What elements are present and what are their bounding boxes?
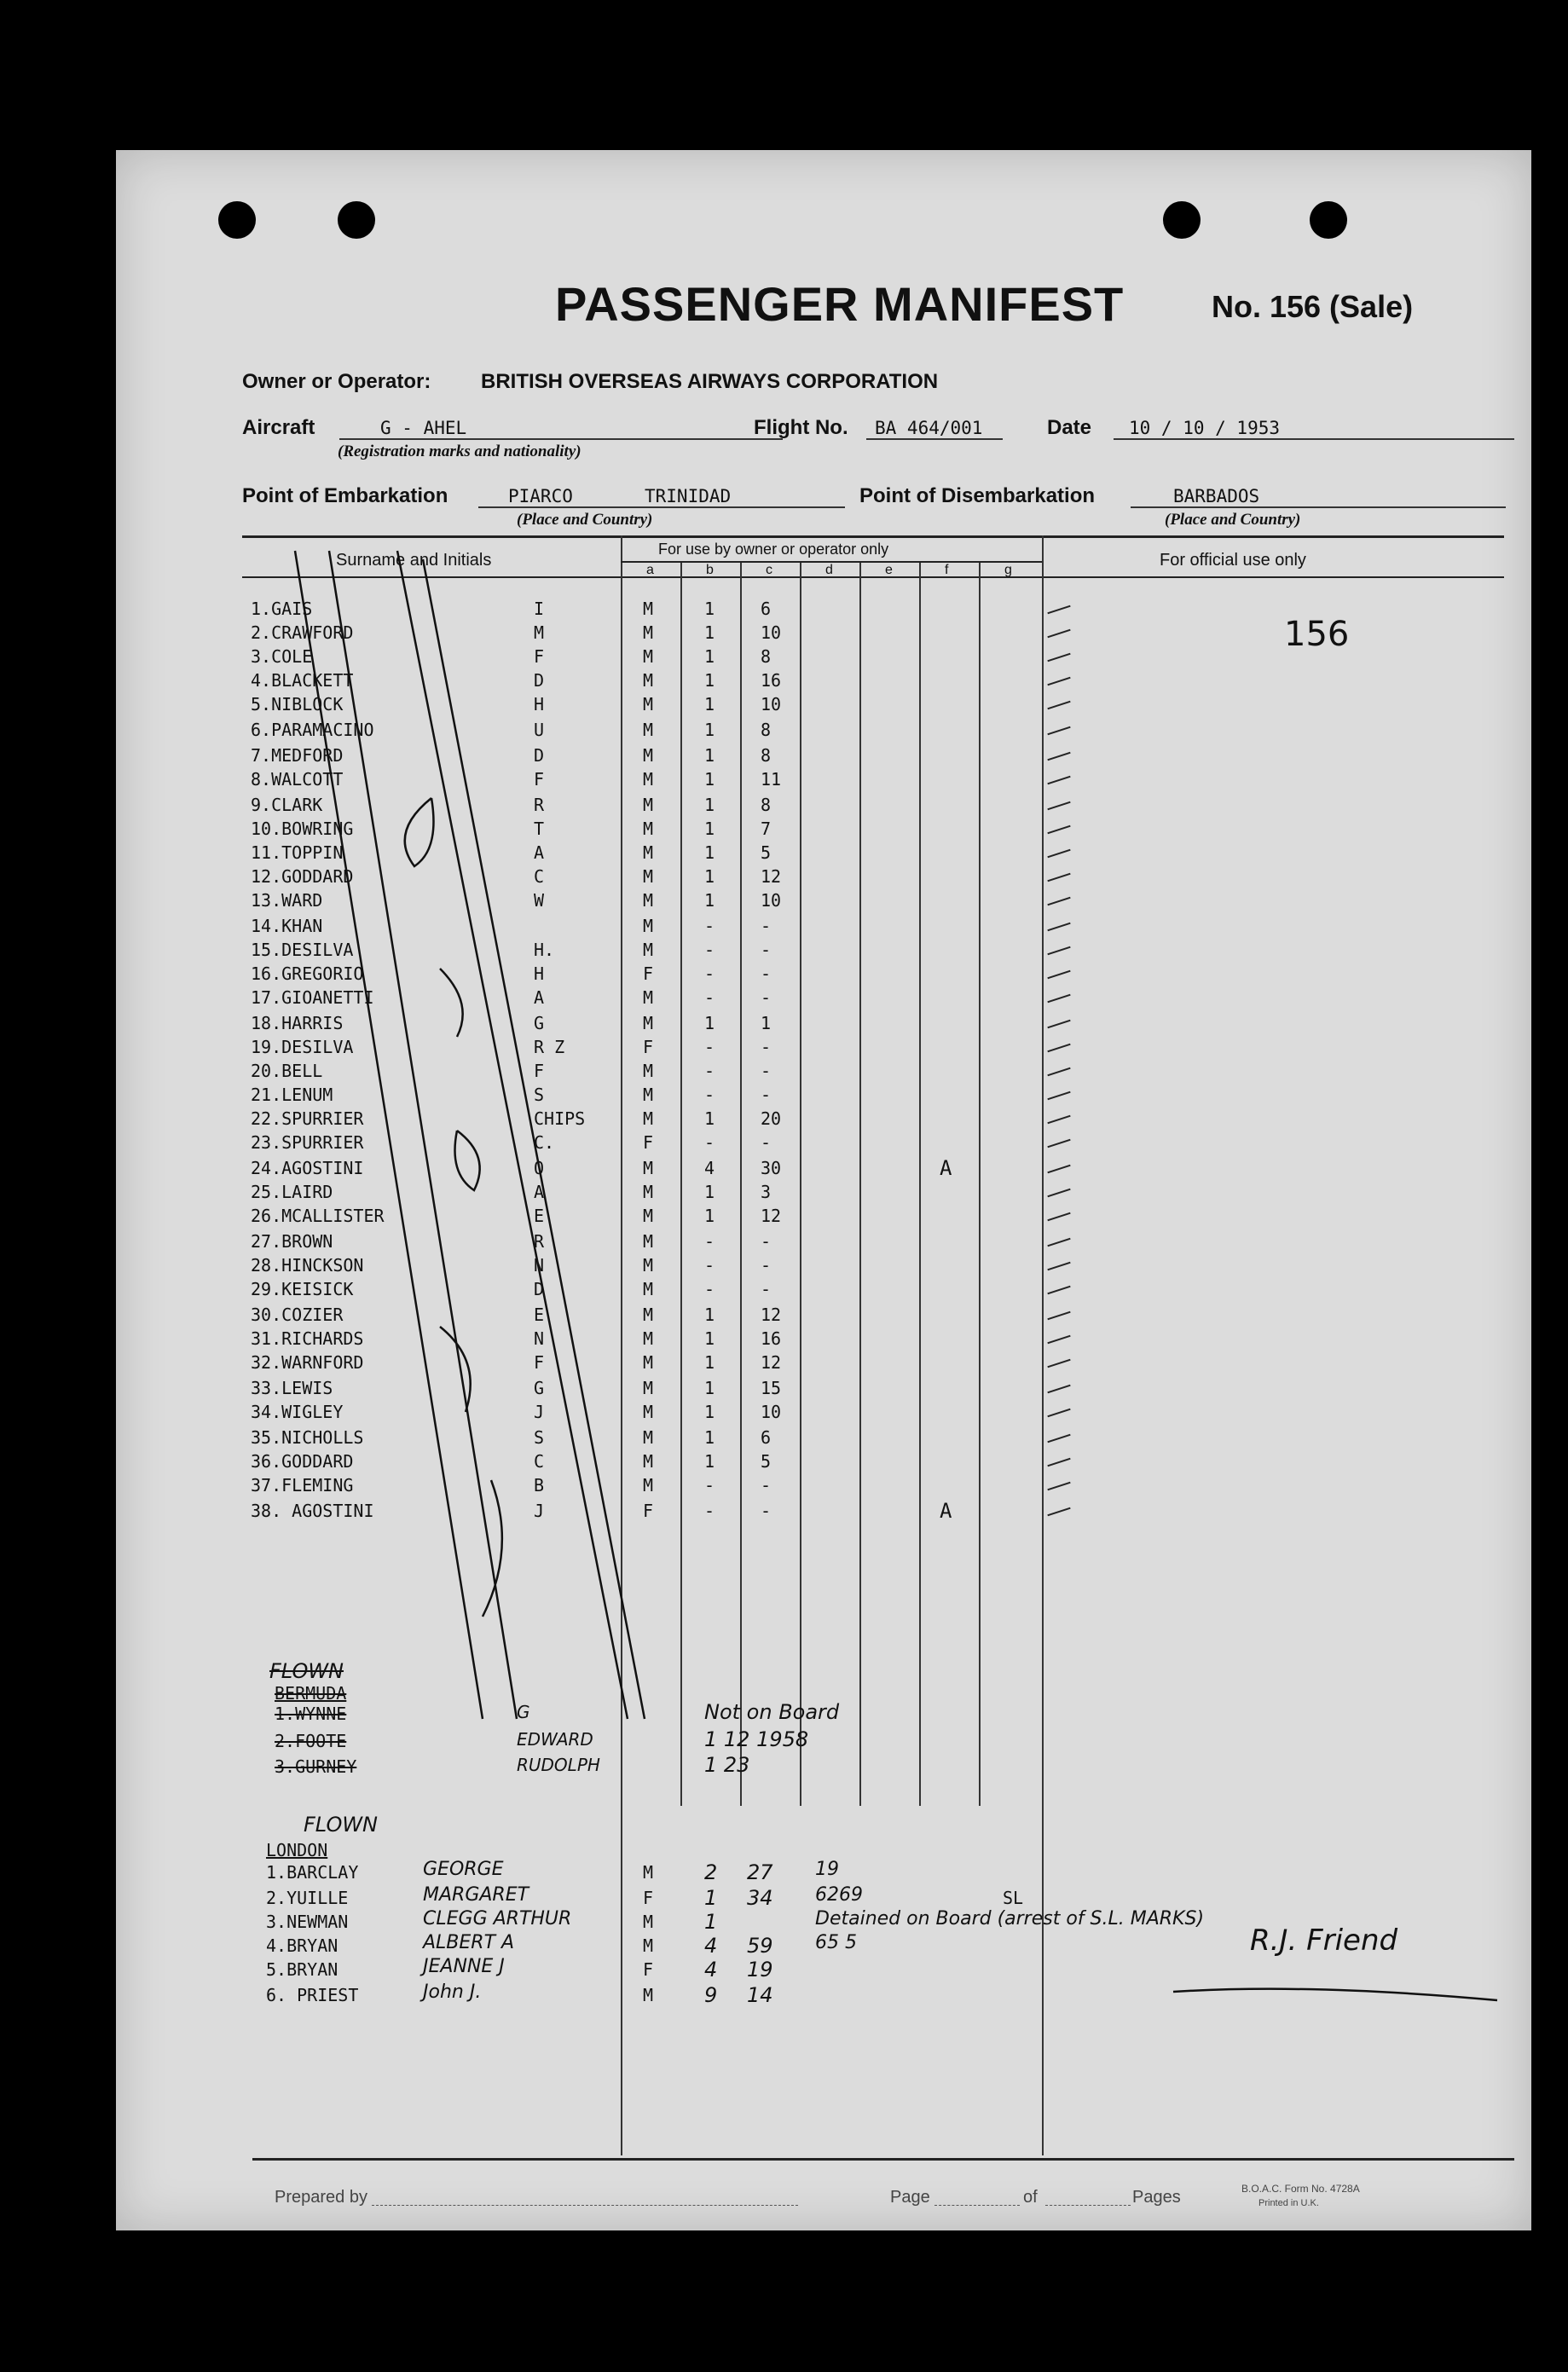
row-col-a: M	[643, 1158, 654, 1178]
row-name: 9.CLARK	[251, 795, 323, 815]
disembarkation-label: Point of Disembarkation	[859, 484, 1096, 507]
date-value: 10 / 10 / 1953	[1129, 418, 1281, 438]
page-title: PASSENGER MANIFEST	[555, 277, 1125, 331]
row-col-c: -	[761, 963, 772, 984]
row-col-a: F	[643, 1501, 654, 1521]
row-name: 16.GREGORIO	[251, 963, 364, 984]
owner-value: BRITISH OVERSEAS AIRWAYS CORPORATION	[481, 370, 939, 393]
row-col-b: 1	[704, 842, 715, 863]
row-col-a: M	[643, 1475, 654, 1496]
london-row-handwritten: CLEGG ARTHUR	[423, 1908, 572, 1929]
owner-label: Owner or Operator:	[242, 370, 431, 393]
row-name: 32.WARNFORD	[251, 1352, 364, 1373]
row-col-b: 1	[704, 622, 715, 643]
london-row-col-c: 27	[747, 1860, 773, 1884]
of-label: of	[1023, 2188, 1038, 2207]
row-col-c: 10	[761, 622, 782, 643]
row-col-a: M	[643, 1255, 654, 1276]
london-row-name: 3.NEWMAN	[266, 1912, 349, 1932]
row-initial: A	[534, 842, 545, 863]
london-heading: LONDON	[266, 1840, 328, 1860]
bermuda-row-note: 1 12 1958	[704, 1727, 809, 1751]
row-col-b: -	[704, 1231, 715, 1252]
row-initial: T	[534, 819, 545, 839]
row-initial: F	[534, 769, 545, 790]
row-name: 28.HINCKSON	[251, 1255, 364, 1276]
row-name: 18.HARRIS	[251, 1013, 344, 1033]
row-name: 38. AGOSTINI	[251, 1501, 374, 1521]
col-a: a	[646, 563, 654, 577]
row-col-b: 1	[704, 769, 715, 790]
row-col-b: 1	[704, 1378, 715, 1398]
prepared-by-label: Prepared by	[275, 2188, 367, 2207]
row-initial: N	[534, 1255, 545, 1276]
row-initial: F	[534, 646, 545, 667]
london-row-col-a: F	[643, 1959, 654, 1980]
col-d: d	[825, 563, 833, 577]
row-col-b: 1	[704, 795, 715, 815]
row-col-a: M	[643, 842, 654, 863]
row-initial: E	[534, 1305, 545, 1325]
row-initial: U	[534, 720, 545, 740]
row-col-a: M	[643, 987, 654, 1008]
row-col-b: -	[704, 1037, 715, 1057]
row-col-c: 30	[761, 1158, 782, 1178]
row-col-a: M	[643, 1352, 654, 1373]
row-col-b: 1	[704, 1108, 715, 1129]
bermuda-row-name: 1.WYNNE	[275, 1704, 347, 1724]
row-col-c: 11	[761, 769, 782, 790]
row-initial: S	[534, 1427, 545, 1448]
row-col-c: 16	[761, 1328, 782, 1349]
row-name: 10.BOWRING	[251, 819, 354, 839]
row-name: 8.WALCOTT	[251, 769, 344, 790]
row-col-c: 3	[761, 1182, 772, 1202]
disembarkation-note: (Place and Country)	[1165, 511, 1301, 529]
row-col-c: -	[761, 1085, 772, 1105]
embarkation-country: TRINIDAD	[645, 486, 732, 506]
london-row-handwritten: John J.	[423, 1981, 482, 2003]
row-name: 33.LEWIS	[251, 1378, 333, 1398]
row-col-a: M	[643, 622, 654, 643]
col-e: e	[885, 563, 893, 577]
bermuda-row-initial: G	[517, 1702, 530, 1722]
row-col-a: M	[643, 1013, 654, 1033]
row-name: 21.LENUM	[251, 1085, 333, 1105]
row-col-a: M	[643, 1108, 654, 1129]
row-initial: J	[534, 1402, 545, 1422]
row-col-c: 10	[761, 890, 782, 911]
col-g: g	[1004, 563, 1012, 577]
row-col-b: 1	[704, 646, 715, 667]
row-name: 5.NIBLOCK	[251, 694, 344, 714]
row-col-b: 1	[704, 670, 715, 691]
row-initial: H	[534, 694, 545, 714]
row-name: 24.AGOSTINI	[251, 1158, 364, 1178]
row-initial: E	[534, 1206, 545, 1226]
london-row-handwritten: ALBERT A	[423, 1932, 515, 1953]
embarkation-label: Point of Embarkation	[242, 484, 448, 507]
london-row-col-a: F	[643, 1888, 654, 1908]
row-col-b: -	[704, 987, 715, 1008]
row-initial: B	[534, 1475, 545, 1496]
row-col-c: -	[761, 940, 772, 960]
row-name: 19.DESILVA	[251, 1037, 354, 1057]
row-col-b: 1	[704, 599, 715, 619]
london-row-handwritten: MARGARET	[423, 1884, 529, 1906]
row-initial: D	[534, 670, 545, 691]
london-row-extra: Detained on Board (arrest of S.L. MARKS)	[815, 1908, 1205, 1929]
row-col-b: -	[704, 963, 715, 984]
row-col-b: 1	[704, 1305, 715, 1325]
row-col-a: M	[643, 1085, 654, 1105]
row-name: 6.PARAMACINO	[251, 720, 374, 740]
row-name: 22.SPURRIER	[251, 1108, 364, 1129]
pages-label: Pages	[1132, 2188, 1181, 2207]
row-initial: R	[534, 1231, 545, 1252]
bermuda-row-note: Not on Board	[704, 1700, 840, 1724]
row-name: 31.RICHARDS	[251, 1328, 364, 1349]
london-row-col-a: M	[643, 1912, 654, 1932]
row-initial: A	[534, 1182, 545, 1202]
row-col-b: 1	[704, 866, 715, 887]
row-initial: S	[534, 1085, 545, 1105]
signature: R.J. Friend	[1250, 1924, 1398, 1958]
row-col-c: 15	[761, 1378, 782, 1398]
london-row-col-b: 4	[704, 1958, 718, 1981]
row-initial: F	[534, 1352, 545, 1373]
row-initial: G	[534, 1378, 545, 1398]
manifest-number: No. 156 (Sale)	[1212, 289, 1414, 324]
london-row-col-c: 59	[747, 1934, 773, 1958]
row-col-a: M	[643, 694, 654, 714]
row-col-b: 1	[704, 1402, 715, 1422]
row-initial: H.	[534, 940, 555, 960]
row-initial: A	[534, 987, 545, 1008]
london-row-col-b: 1	[704, 1886, 718, 1910]
row-col-c: 16	[761, 670, 782, 691]
manifest-sheet	[116, 150, 1531, 2230]
owner-use-header: For use by owner or operator only	[658, 541, 889, 558]
disembarkation-place: BARBADOS	[1173, 486, 1260, 506]
row-col-b: 1	[704, 1182, 715, 1202]
london-row-col-c: 19	[747, 1958, 773, 1981]
london-row-col-a: M	[643, 1862, 654, 1883]
row-initial: H	[534, 963, 545, 984]
london-row-name: 5.BRYAN	[266, 1959, 338, 1980]
row-col-a: M	[643, 599, 654, 619]
row-name: 34.WIGLEY	[251, 1402, 344, 1422]
row-col-c: -	[761, 1037, 772, 1057]
row-col-a: M	[643, 1378, 654, 1398]
col-c: c	[766, 563, 772, 577]
row-col-c: 5	[761, 1451, 772, 1472]
row-col-c: 12	[761, 866, 782, 887]
row-col-b: 1	[704, 720, 715, 740]
bermuda-row-note: 1 23	[704, 1753, 750, 1777]
row-col-a: M	[643, 1206, 654, 1226]
row-col-a: M	[643, 1427, 654, 1448]
row-col-c: 12	[761, 1206, 782, 1226]
row-name: 30.COZIER	[251, 1305, 344, 1325]
row-col-a: M	[643, 1402, 654, 1422]
row-name: 11.TOPPIN	[251, 842, 344, 863]
row-name: 2.CRAWFORD	[251, 622, 354, 643]
row-col-c: -	[761, 1132, 772, 1153]
row-col-a: M	[643, 940, 654, 960]
row-col-c: 6	[761, 599, 772, 619]
row-initial: D	[534, 745, 545, 766]
row-name: 17.GIOANETTI	[251, 987, 374, 1008]
london-row-handwritten: JEANNE J	[423, 1956, 505, 1977]
row-col-a: M	[643, 916, 654, 936]
row-col-b: 1	[704, 745, 715, 766]
row-col-a: F	[643, 1037, 654, 1057]
row-col-c: -	[761, 987, 772, 1008]
row-col-a: M	[643, 769, 654, 790]
row-col-c: -	[761, 1475, 772, 1496]
row-col-b: 1	[704, 1451, 715, 1472]
col-b: b	[706, 563, 714, 577]
row-initial: W	[534, 890, 545, 911]
row-col-c: 5	[761, 842, 772, 863]
row-col-a: M	[643, 890, 654, 911]
row-name: 3.COLE	[251, 646, 313, 667]
london-row-col-b: 2	[704, 1860, 718, 1884]
embarkation-note: (Place and Country)	[517, 511, 653, 529]
row-initial: J	[534, 1501, 545, 1521]
row-initial: M	[534, 622, 545, 643]
row-col-c: -	[761, 1231, 772, 1252]
row-col-b: 1	[704, 694, 715, 714]
london-row-name: 6. PRIEST	[266, 1985, 359, 2005]
row-name: 1.GAIS	[251, 599, 313, 619]
bermuda-flown: FLOWN	[269, 1659, 344, 1683]
row-col-b: -	[704, 916, 715, 936]
row-initial: R Z	[534, 1037, 565, 1057]
row-name: 25.LAIRD	[251, 1182, 333, 1202]
row-initial: G	[534, 1013, 545, 1033]
row-name: 13.WARD	[251, 890, 323, 911]
row-initial: C	[534, 1451, 545, 1472]
row-name: 7.MEDFORD	[251, 745, 344, 766]
row-col-b: -	[704, 1132, 715, 1153]
row-col-c: 8	[761, 745, 772, 766]
row-col-a: M	[643, 670, 654, 691]
london-row-extra: 19	[815, 1859, 839, 1880]
row-col-c: 6	[761, 1427, 772, 1448]
row-col-b: -	[704, 940, 715, 960]
row-col-c: 12	[761, 1305, 782, 1325]
bermuda-heading: BERMUDA	[275, 1683, 347, 1704]
row-name: 29.KEISICK	[251, 1279, 354, 1299]
row-col-a: M	[643, 745, 654, 766]
row-initial: C.	[534, 1132, 555, 1153]
row-col-c: -	[761, 1255, 772, 1276]
row-initial: C	[534, 866, 545, 887]
bermuda-row-name: 3.GURNEY	[275, 1756, 357, 1777]
row-col-b: 1	[704, 1328, 715, 1349]
row-initial: F	[534, 1061, 545, 1081]
row-initial: N	[534, 1328, 545, 1349]
row-col-f: A	[940, 1156, 952, 1180]
london-row-handwritten: GEORGE	[423, 1859, 504, 1880]
row-col-a: M	[643, 1182, 654, 1202]
row-col-b: 4	[704, 1158, 715, 1178]
row-col-c: -	[761, 1061, 772, 1081]
flight-value: BA 464/001	[875, 418, 983, 438]
row-col-a: M	[643, 1451, 654, 1472]
row-col-a: M	[643, 1328, 654, 1349]
embarkation-place: PIARCO	[508, 486, 573, 506]
row-col-b: 1	[704, 1013, 715, 1033]
row-col-b: -	[704, 1475, 715, 1496]
row-initial: O	[534, 1158, 545, 1178]
london-row-col-a: M	[643, 1985, 654, 2005]
row-col-a: M	[643, 720, 654, 740]
row-initial: I	[534, 599, 545, 619]
row-name: 14.KHAN	[251, 916, 323, 936]
bermuda-row-initial: EDWARD	[517, 1729, 593, 1750]
row-col-c: 7	[761, 819, 772, 839]
row-name: 23.SPURRIER	[251, 1132, 364, 1153]
london-row-col-c: 34	[747, 1886, 773, 1910]
row-col-a: F	[643, 1132, 654, 1153]
row-initial: D	[534, 1279, 545, 1299]
row-col-a: M	[643, 866, 654, 887]
london-row-col-a: M	[643, 1935, 654, 1956]
row-initial: CHIPS	[534, 1108, 586, 1129]
row-col-b: -	[704, 1085, 715, 1105]
row-col-a: M	[643, 1305, 654, 1325]
row-initial: R	[534, 795, 545, 815]
row-col-a: M	[643, 795, 654, 815]
row-col-b: -	[704, 1279, 715, 1299]
row-col-a: M	[643, 819, 654, 839]
bermuda-row-initial: RUDOLPH	[517, 1755, 600, 1775]
row-col-c: 8	[761, 646, 772, 667]
row-col-b: -	[704, 1255, 715, 1276]
printer-note: Printed in U.K.	[1258, 2198, 1319, 2208]
row-col-c: 10	[761, 694, 782, 714]
flight-label: Flight No.	[754, 416, 848, 439]
row-col-a: M	[643, 646, 654, 667]
row-col-c: 20	[761, 1108, 782, 1129]
london-row-name: 2.YUILLE	[266, 1888, 349, 1908]
london-row-col-b: 9	[704, 1983, 718, 2007]
row-name: 27.BROWN	[251, 1231, 333, 1252]
row-name: 12.GODDARD	[251, 866, 354, 887]
row-col-a: M	[643, 1279, 654, 1299]
row-name: 4.BLACKETT	[251, 670, 354, 691]
row-col-c: -	[761, 916, 772, 936]
row-col-c: 8	[761, 720, 772, 740]
london-row-name: 1.BARCLAY	[266, 1862, 359, 1883]
row-col-b: -	[704, 1061, 715, 1081]
row-col-a: M	[643, 1231, 654, 1252]
row-col-c: -	[761, 1501, 772, 1521]
row-col-c: 10	[761, 1402, 782, 1422]
handwritten-strokes	[116, 150, 1531, 2230]
page-label: Page	[890, 2188, 930, 2207]
form-number: B.O.A.C. Form No. 4728A	[1241, 2183, 1360, 2195]
surname-header: Surname and Initials	[336, 551, 492, 570]
row-name: 35.NICHOLLS	[251, 1427, 364, 1448]
aircraft-note: (Registration marks and nationality)	[338, 443, 581, 460]
row-col-b: 1	[704, 819, 715, 839]
row-name: 15.DESILVA	[251, 940, 354, 960]
london-row-col-f: SL	[1003, 1888, 1024, 1908]
col-f: f	[945, 563, 949, 577]
london-row-col-b: 4	[704, 1934, 718, 1958]
official-number: 156	[1284, 615, 1350, 654]
london-row-col-b: 1	[704, 1910, 718, 1934]
row-col-c: -	[761, 1279, 772, 1299]
london-flown: FLOWN	[304, 1813, 379, 1837]
london-row-col-c: 14	[747, 1983, 773, 2007]
row-col-b: 1	[704, 1206, 715, 1226]
row-name: 26.MCALLISTER	[251, 1206, 385, 1226]
official-header: For official use only	[1160, 551, 1306, 570]
row-name: 37.FLEMING	[251, 1475, 354, 1496]
row-col-c: 8	[761, 795, 772, 815]
row-name: 36.GODDARD	[251, 1451, 354, 1472]
aircraft-value: G - AHEL	[380, 418, 467, 438]
london-row-extra: 6269	[815, 1884, 863, 1906]
london-row-extra: 65 5	[815, 1932, 857, 1953]
row-col-b: 1	[704, 1427, 715, 1448]
row-col-b: 1	[704, 890, 715, 911]
row-col-f: A	[940, 1499, 952, 1523]
row-col-c: 12	[761, 1352, 782, 1373]
row-col-a: F	[643, 963, 654, 984]
row-name: 20.BELL	[251, 1061, 323, 1081]
london-row-name: 4.BRYAN	[266, 1935, 338, 1956]
row-col-b: -	[704, 1501, 715, 1521]
bermuda-row-name: 2.FOOTE	[275, 1731, 347, 1751]
row-col-c: 1	[761, 1013, 772, 1033]
aircraft-label: Aircraft	[242, 416, 315, 439]
date-label: Date	[1047, 416, 1092, 439]
row-col-a: M	[643, 1061, 654, 1081]
row-col-b: 1	[704, 1352, 715, 1373]
